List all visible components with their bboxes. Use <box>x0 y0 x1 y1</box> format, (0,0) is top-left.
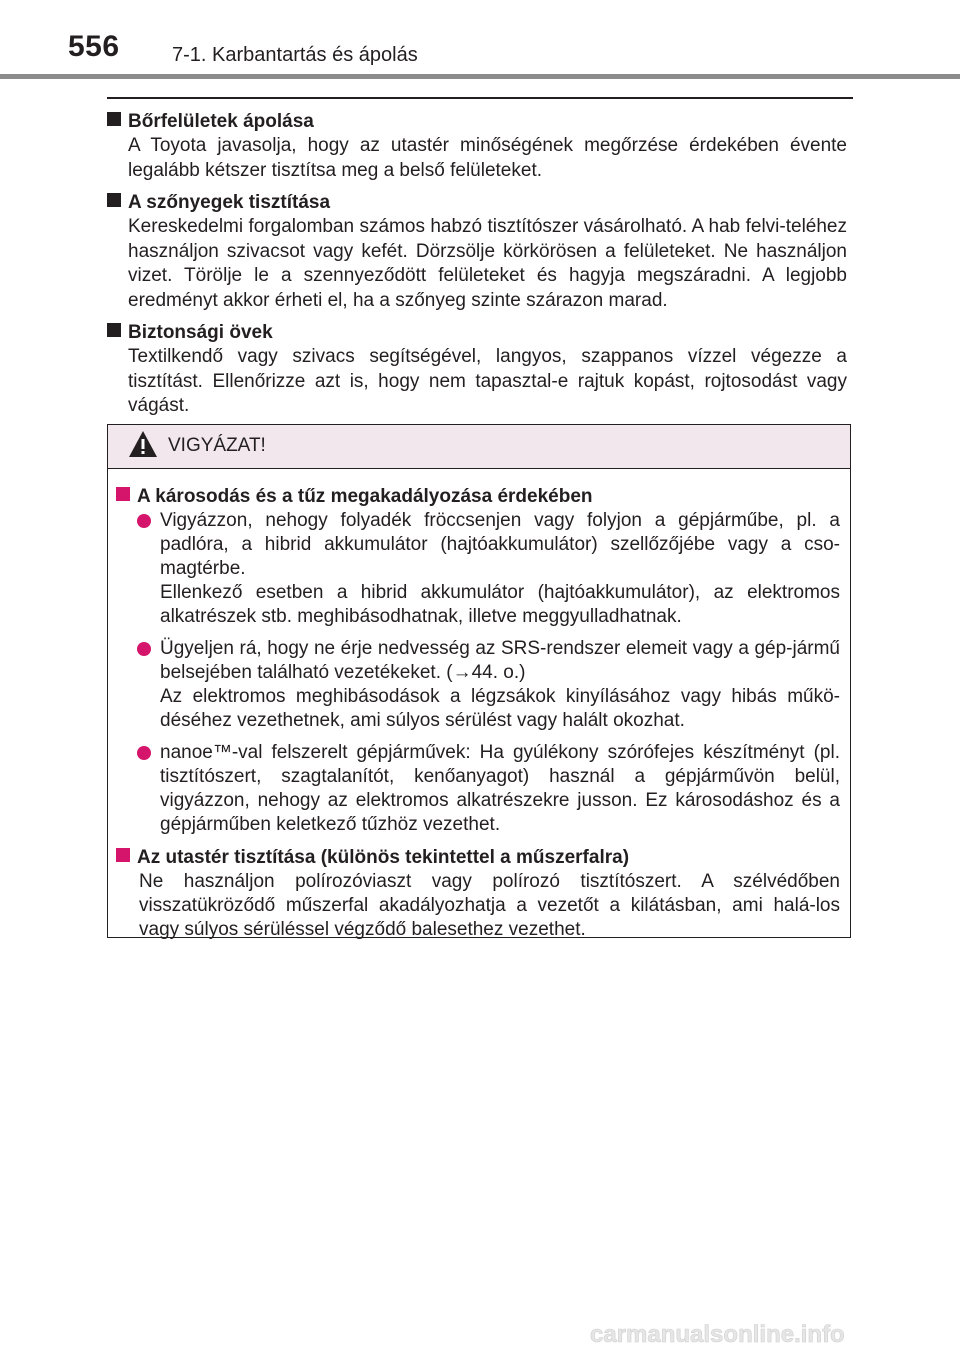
page-number: 556 <box>68 30 120 63</box>
caution-body <box>108 469 850 942</box>
section-leather-care <box>107 109 847 183</box>
section-text: Textilkendő vagy szivacs segítségével, langyos, szappanos vízzel végezze a tisztítást. Ellenőrizze azt is, hogy nem tapasztal-e rajtuk kopást, rojtosodást vagy vágást. <box>128 346 847 416</box>
caution-text: Ne használjon polírozóviaszt vagy polírozó tisztítószert. A szélvédőben visszatükröződő műszerfal akadályozhatja a vezetőt a kilátásban, ami halá-los vagy súlyos sérüléssel végződő balesethez vezethet. <box>139 871 840 940</box>
section-heading: Biztonsági övek <box>107 320 847 345</box>
section-text: A Toyota javasolja, hogy az utastér minőségének megőrzése érdekében évente legalább kétszer tisztítsa meg a belső felületeket. <box>128 135 847 181</box>
square-bullet-icon <box>107 112 121 126</box>
circle-bullet-icon <box>137 746 151 760</box>
section-seat-belts <box>107 320 847 419</box>
caution-bullet: Ügyeljen rá, hogy ne érje nedvesség az SRS-rendszer elemeit vagy a gép-jármű belsejében található vezetékeket. (→44. o.) Az elektromos meghibásodások a légzsákok kinyílásához vagy hibás műkö-déséhez vezethetnek, ami súlyos sérülést vagy halált okozhat. <box>116 637 840 733</box>
square-bullet-icon <box>107 323 121 337</box>
caution-box <box>107 424 851 938</box>
caution-header <box>108 425 850 469</box>
content-rule <box>107 97 853 99</box>
caution-title: VIGYÁZAT! <box>168 435 266 456</box>
square-bullet-icon <box>107 193 121 207</box>
circle-bullet-icon <box>137 642 151 656</box>
caution-bullet: Vigyázzon, nehogy folyadék fröccsenjen vagy folyjon a gépjárműbe, pl. a padlóra, a hibrid akkumulátor (hajtóakkumulátor) szellőzőjébe vagy a cso-magtérbe. Ellenkező esetben a hibrid akkumulátor (hajtóakkumulátor), az elektromos alkatrészek stb. meghibásodhatnak, illetve meggyulladhatnak. <box>116 509 840 629</box>
section-carpet-cleaning <box>107 190 847 313</box>
section-heading: Bőrfelületek ápolása <box>107 109 847 134</box>
square-bullet-icon <box>116 848 130 862</box>
header-rule <box>0 74 960 79</box>
section-text: Kereskedelmi forgalomban számos habzó tisztítószer vásárolható. A hab felvi-teléhez használjon szivacsot vagy kefét. Dörzsölje körkörösen a felületeket. Ne használjon vizet. Törölje le a szennyeződött felületeket és hagyja megszáradni. A legjobb eredményt akkor érheti el, ha a szőnyeg szinte szárazon marad. <box>128 216 847 311</box>
section-title: 7-1. Karbantartás és ápolás <box>172 44 418 66</box>
circle-bullet-icon <box>137 514 151 528</box>
square-bullet-icon <box>116 487 130 501</box>
page-header <box>0 0 960 80</box>
watermark-logo <box>590 1318 940 1348</box>
section-heading: A szőnyegek tisztítása <box>107 190 847 215</box>
caution-heading: Az utastér tisztítása (különös tekintettel a műszerfalra) <box>116 845 840 870</box>
caution-bullet: nanoe™-val felszerelt gépjárművek: Ha gyúlékony szórófejes készítményt (pl. tisztítószert, szagtalanítót, kenőanyagot) használ a gépjárművön belül, vigyázzon, nehogy az elektromos alkatrészekre jusson. Ez károsodáshoz és a gépjárműben keletkező tűzhöz vezethet. <box>116 741 840 837</box>
main-content <box>107 109 847 426</box>
caution-heading: A károsodás és a tűz megakadályozása érdekében <box>116 484 840 509</box>
svg-text:carmanualsonline.info: carmanualsonline.info <box>590 1321 845 1348</box>
warning-triangle-icon <box>128 430 158 458</box>
